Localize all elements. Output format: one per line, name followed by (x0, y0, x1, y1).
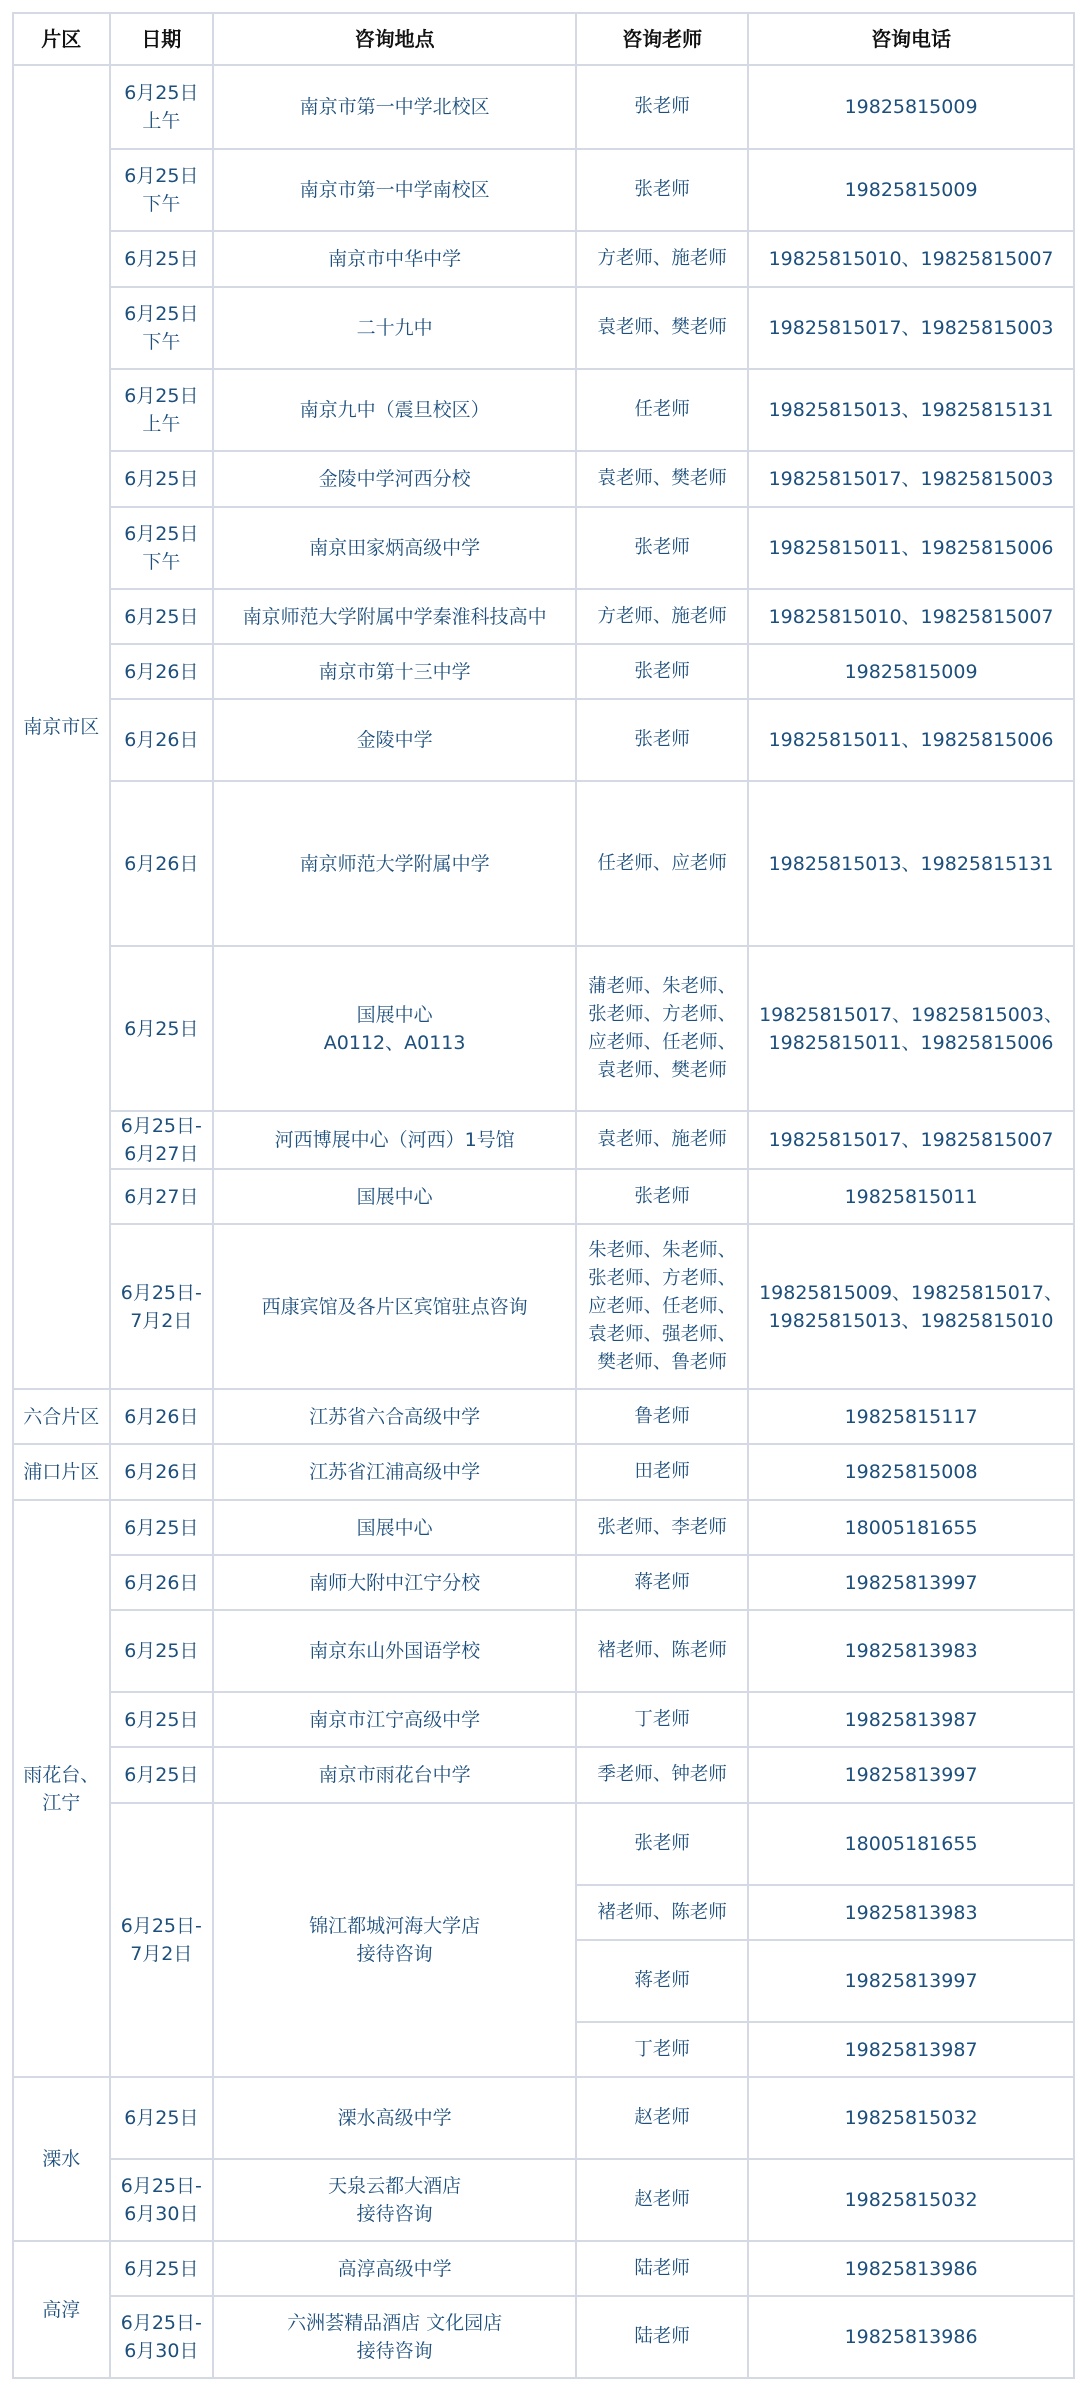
phone-cell: 19825815032 (748, 2159, 1074, 2241)
table-row (13, 589, 1074, 644)
date-cell: 6月25日 (110, 1610, 214, 1692)
location-cell: 南京市第一中学北校区 (213, 65, 576, 149)
location-cell: 二十九中 (213, 287, 576, 369)
table-row (13, 1389, 1074, 1444)
date-cell: 6月25日- 6月30日 (110, 2296, 214, 2378)
teacher-cell: 蒋老师 (576, 1940, 748, 2022)
table-row (13, 2077, 1074, 2159)
phone-cell: 19825815010、19825815007 (748, 589, 1074, 644)
teacher-cell: 陆老师 (576, 2296, 748, 2378)
teacher-cell: 蒋老师 (576, 1555, 748, 1610)
date-cell: 6月25日 下午 (110, 149, 214, 231)
table-row (13, 149, 1074, 231)
location-cell: 国展中心 (213, 1500, 576, 1555)
table-row (13, 1555, 1074, 1610)
header-teacher: 咨询老师 (576, 13, 748, 65)
table-row (13, 1500, 1074, 1555)
date-cell: 6月25日 (110, 231, 214, 287)
table-body (13, 65, 1074, 2378)
date-cell: 6月26日 (110, 699, 214, 781)
table-row (13, 1444, 1074, 1500)
teacher-cell: 张老师、李老师 (576, 1500, 748, 1555)
date-cell: 6月25日- 6月30日 (110, 2159, 214, 2241)
teacher-cell: 褚老师、陈老师 (576, 1610, 748, 1692)
phone-cell: 19825815011、19825815006 (748, 507, 1074, 589)
date-cell: 6月25日 (110, 2241, 214, 2296)
location-cell: 江苏省六合高级中学 (213, 1389, 576, 1444)
date-cell: 6月25日 下午 (110, 507, 214, 589)
teacher-cell: 张老师 (576, 699, 748, 781)
phone-cell: 19825815117 (748, 1389, 1074, 1444)
phone-cell: 19825815013、19825815131 (748, 369, 1074, 451)
table-row (13, 507, 1074, 589)
location-cell: 南京师范大学附属中学 (213, 781, 576, 946)
phone-cell: 19825813997 (748, 1555, 1074, 1610)
teacher-cell: 蒲老师、朱老师、 张老师、方老师、 应老师、任老师、 袁老师、樊老师 (576, 946, 748, 1111)
teacher-cell: 任老师 (576, 369, 748, 451)
date-cell: 6月25日- 7月2日 (110, 1803, 214, 2077)
date-cell: 6月25日 (110, 946, 214, 1111)
teacher-cell: 方老师、施老师 (576, 589, 748, 644)
location-cell: 西康宾馆及各片区宾馆驻点咨询 (213, 1224, 576, 1389)
teacher-cell: 袁老师、樊老师 (576, 451, 748, 507)
date-cell: 6月26日 (110, 644, 214, 699)
teacher-cell: 方老师、施老师 (576, 231, 748, 287)
location-cell: 高淳高级中学 (213, 2241, 576, 2296)
location-cell: 江苏省江浦高级中学 (213, 1444, 576, 1500)
header-date: 日期 (110, 13, 214, 65)
region-cell: 溧水 (13, 2077, 110, 2241)
date-cell: 6月25日 (110, 451, 214, 507)
date-cell: 6月26日 (110, 1555, 214, 1610)
phone-cell: 19825813987 (748, 2022, 1074, 2077)
table-row (13, 231, 1074, 287)
region-cell: 浦口片区 (13, 1444, 110, 1500)
phone-cell: 19825813987 (748, 1692, 1074, 1747)
table-row (13, 2241, 1074, 2296)
location-cell: 南京师范大学附属中学秦淮科技高中 (213, 589, 576, 644)
phone-cell: 18005181655 (748, 1803, 1074, 1885)
teacher-cell: 张老师 (576, 644, 748, 699)
table-row (13, 451, 1074, 507)
phone-cell: 19825813983 (748, 1885, 1074, 1940)
location-cell: 河西博展中心（河西）1号馆 (213, 1111, 576, 1169)
date-cell: 6月26日 (110, 1444, 214, 1500)
location-cell: 南京市江宁高级中学 (213, 1692, 576, 1747)
teacher-cell: 赵老师 (576, 2077, 748, 2159)
location-cell: 南京东山外国语学校 (213, 1610, 576, 1692)
table-row (13, 2159, 1074, 2241)
teacher-cell: 张老师 (576, 65, 748, 149)
teacher-cell: 褚老师、陈老师 (576, 1885, 748, 1940)
region-cell: 高淳 (13, 2241, 110, 2378)
phone-cell: 19825815017、19825815003、 19825815011、19825815006 (748, 946, 1074, 1111)
location-cell: 南京市第十三中学 (213, 644, 576, 699)
table-row (13, 699, 1074, 781)
table-row (13, 1747, 1074, 1803)
phone-cell: 19825815010、19825815007 (748, 231, 1074, 287)
phone-cell: 19825815009 (748, 65, 1074, 149)
phone-cell: 19825815009、19825815017、 19825815013、19825815010 (748, 1224, 1074, 1389)
phone-cell: 19825815013、19825815131 (748, 781, 1074, 946)
teacher-cell: 张老师 (576, 1169, 748, 1224)
header-region: 片区 (13, 13, 110, 65)
location-cell: 溧水高级中学 (213, 2077, 576, 2159)
phone-cell: 19825815032 (748, 2077, 1074, 2159)
location-cell: 南京田家炳高级中学 (213, 507, 576, 589)
header-location: 咨询地点 (213, 13, 576, 65)
table-row (13, 287, 1074, 369)
teacher-cell: 丁老师 (576, 2022, 748, 2077)
phone-cell: 19825813986 (748, 2241, 1074, 2296)
table-header-row (13, 13, 1074, 65)
region-cell: 雨花台、 江宁 (13, 1500, 110, 2077)
consultation-table (12, 12, 1075, 2379)
header-phone: 咨询电话 (748, 13, 1074, 65)
date-cell: 6月25日 (110, 1692, 214, 1747)
teacher-cell: 张老师 (576, 1803, 748, 1885)
date-cell: 6月25日 (110, 2077, 214, 2159)
location-cell: 金陵中学 (213, 699, 576, 781)
teacher-cell: 袁老师、施老师 (576, 1111, 748, 1169)
phone-cell: 19825813986 (748, 2296, 1074, 2378)
teacher-cell: 季老师、钟老师 (576, 1747, 748, 1803)
location-cell: 国展中心 A0112、A0113 (213, 946, 576, 1111)
phone-cell: 19825813997 (748, 1940, 1074, 2022)
teacher-cell: 鲁老师 (576, 1389, 748, 1444)
table-row (13, 1224, 1074, 1389)
teacher-cell: 张老师 (576, 149, 748, 231)
date-cell: 6月25日 下午 (110, 287, 214, 369)
location-cell: 南京市第一中学南校区 (213, 149, 576, 231)
teacher-cell: 朱老师、朱老师、 张老师、方老师、 应老师、任老师、 袁老师、强老师、 樊老师、鲁老师 (576, 1224, 748, 1389)
region-cell: 六合片区 (13, 1389, 110, 1444)
phone-cell: 19825815008 (748, 1444, 1074, 1500)
location-cell: 国展中心 (213, 1169, 576, 1224)
table-row (13, 781, 1074, 946)
location-cell: 金陵中学河西分校 (213, 451, 576, 507)
table-row (13, 65, 1074, 149)
date-cell: 6月26日 (110, 1389, 214, 1444)
date-cell: 6月26日 (110, 781, 214, 946)
table-row (13, 2296, 1074, 2378)
location-cell: 南京市雨花台中学 (213, 1747, 576, 1803)
date-cell: 6月25日 (110, 589, 214, 644)
table-row (13, 1111, 1074, 1169)
date-cell: 6月25日 上午 (110, 65, 214, 149)
phone-cell: 19825815017、19825815007 (748, 1111, 1074, 1169)
location-cell: 天泉云都大酒店 接待咨询 (213, 2159, 576, 2241)
location-cell: 南京市中华中学 (213, 231, 576, 287)
date-cell: 6月25日 上午 (110, 369, 214, 451)
teacher-cell: 赵老师 (576, 2159, 748, 2241)
table-row (13, 1803, 1074, 1885)
phone-cell: 19825813997 (748, 1747, 1074, 1803)
phone-cell: 19825815009 (748, 149, 1074, 231)
phone-cell: 19825815017、19825815003 (748, 287, 1074, 369)
teacher-cell: 田老师 (576, 1444, 748, 1500)
phone-cell: 19825815009 (748, 644, 1074, 699)
teacher-cell: 丁老师 (576, 1692, 748, 1747)
table-row (13, 644, 1074, 699)
phone-cell: 19825815011、19825815006 (748, 699, 1074, 781)
table-row (13, 1169, 1074, 1224)
date-cell: 6月25日 (110, 1500, 214, 1555)
phone-cell: 19825813983 (748, 1610, 1074, 1692)
phone-cell: 19825815017、19825815003 (748, 451, 1074, 507)
table-row (13, 369, 1074, 451)
teacher-cell: 任老师、应老师 (576, 781, 748, 946)
date-cell: 6月27日 (110, 1169, 214, 1224)
table-row (13, 1610, 1074, 1692)
phone-cell: 19825815011 (748, 1169, 1074, 1224)
location-cell: 南师大附中江宁分校 (213, 1555, 576, 1610)
table-row (13, 946, 1074, 1111)
location-cell: 六洲荟精品酒店 文化园店 接待咨询 (213, 2296, 576, 2378)
phone-cell: 18005181655 (748, 1500, 1074, 1555)
region-cell: 南京市区 (13, 65, 110, 1389)
date-cell: 6月25日- 6月27日 (110, 1111, 214, 1169)
location-cell: 南京九中（震旦校区） (213, 369, 576, 451)
date-cell: 6月25日 (110, 1747, 214, 1803)
teacher-cell: 陆老师 (576, 2241, 748, 2296)
location-cell: 锦江都城河海大学店 接待咨询 (213, 1803, 576, 2077)
teacher-cell: 张老师 (576, 507, 748, 589)
date-cell: 6月25日- 7月2日 (110, 1224, 214, 1389)
table-row (13, 1692, 1074, 1747)
teacher-cell: 袁老师、樊老师 (576, 287, 748, 369)
